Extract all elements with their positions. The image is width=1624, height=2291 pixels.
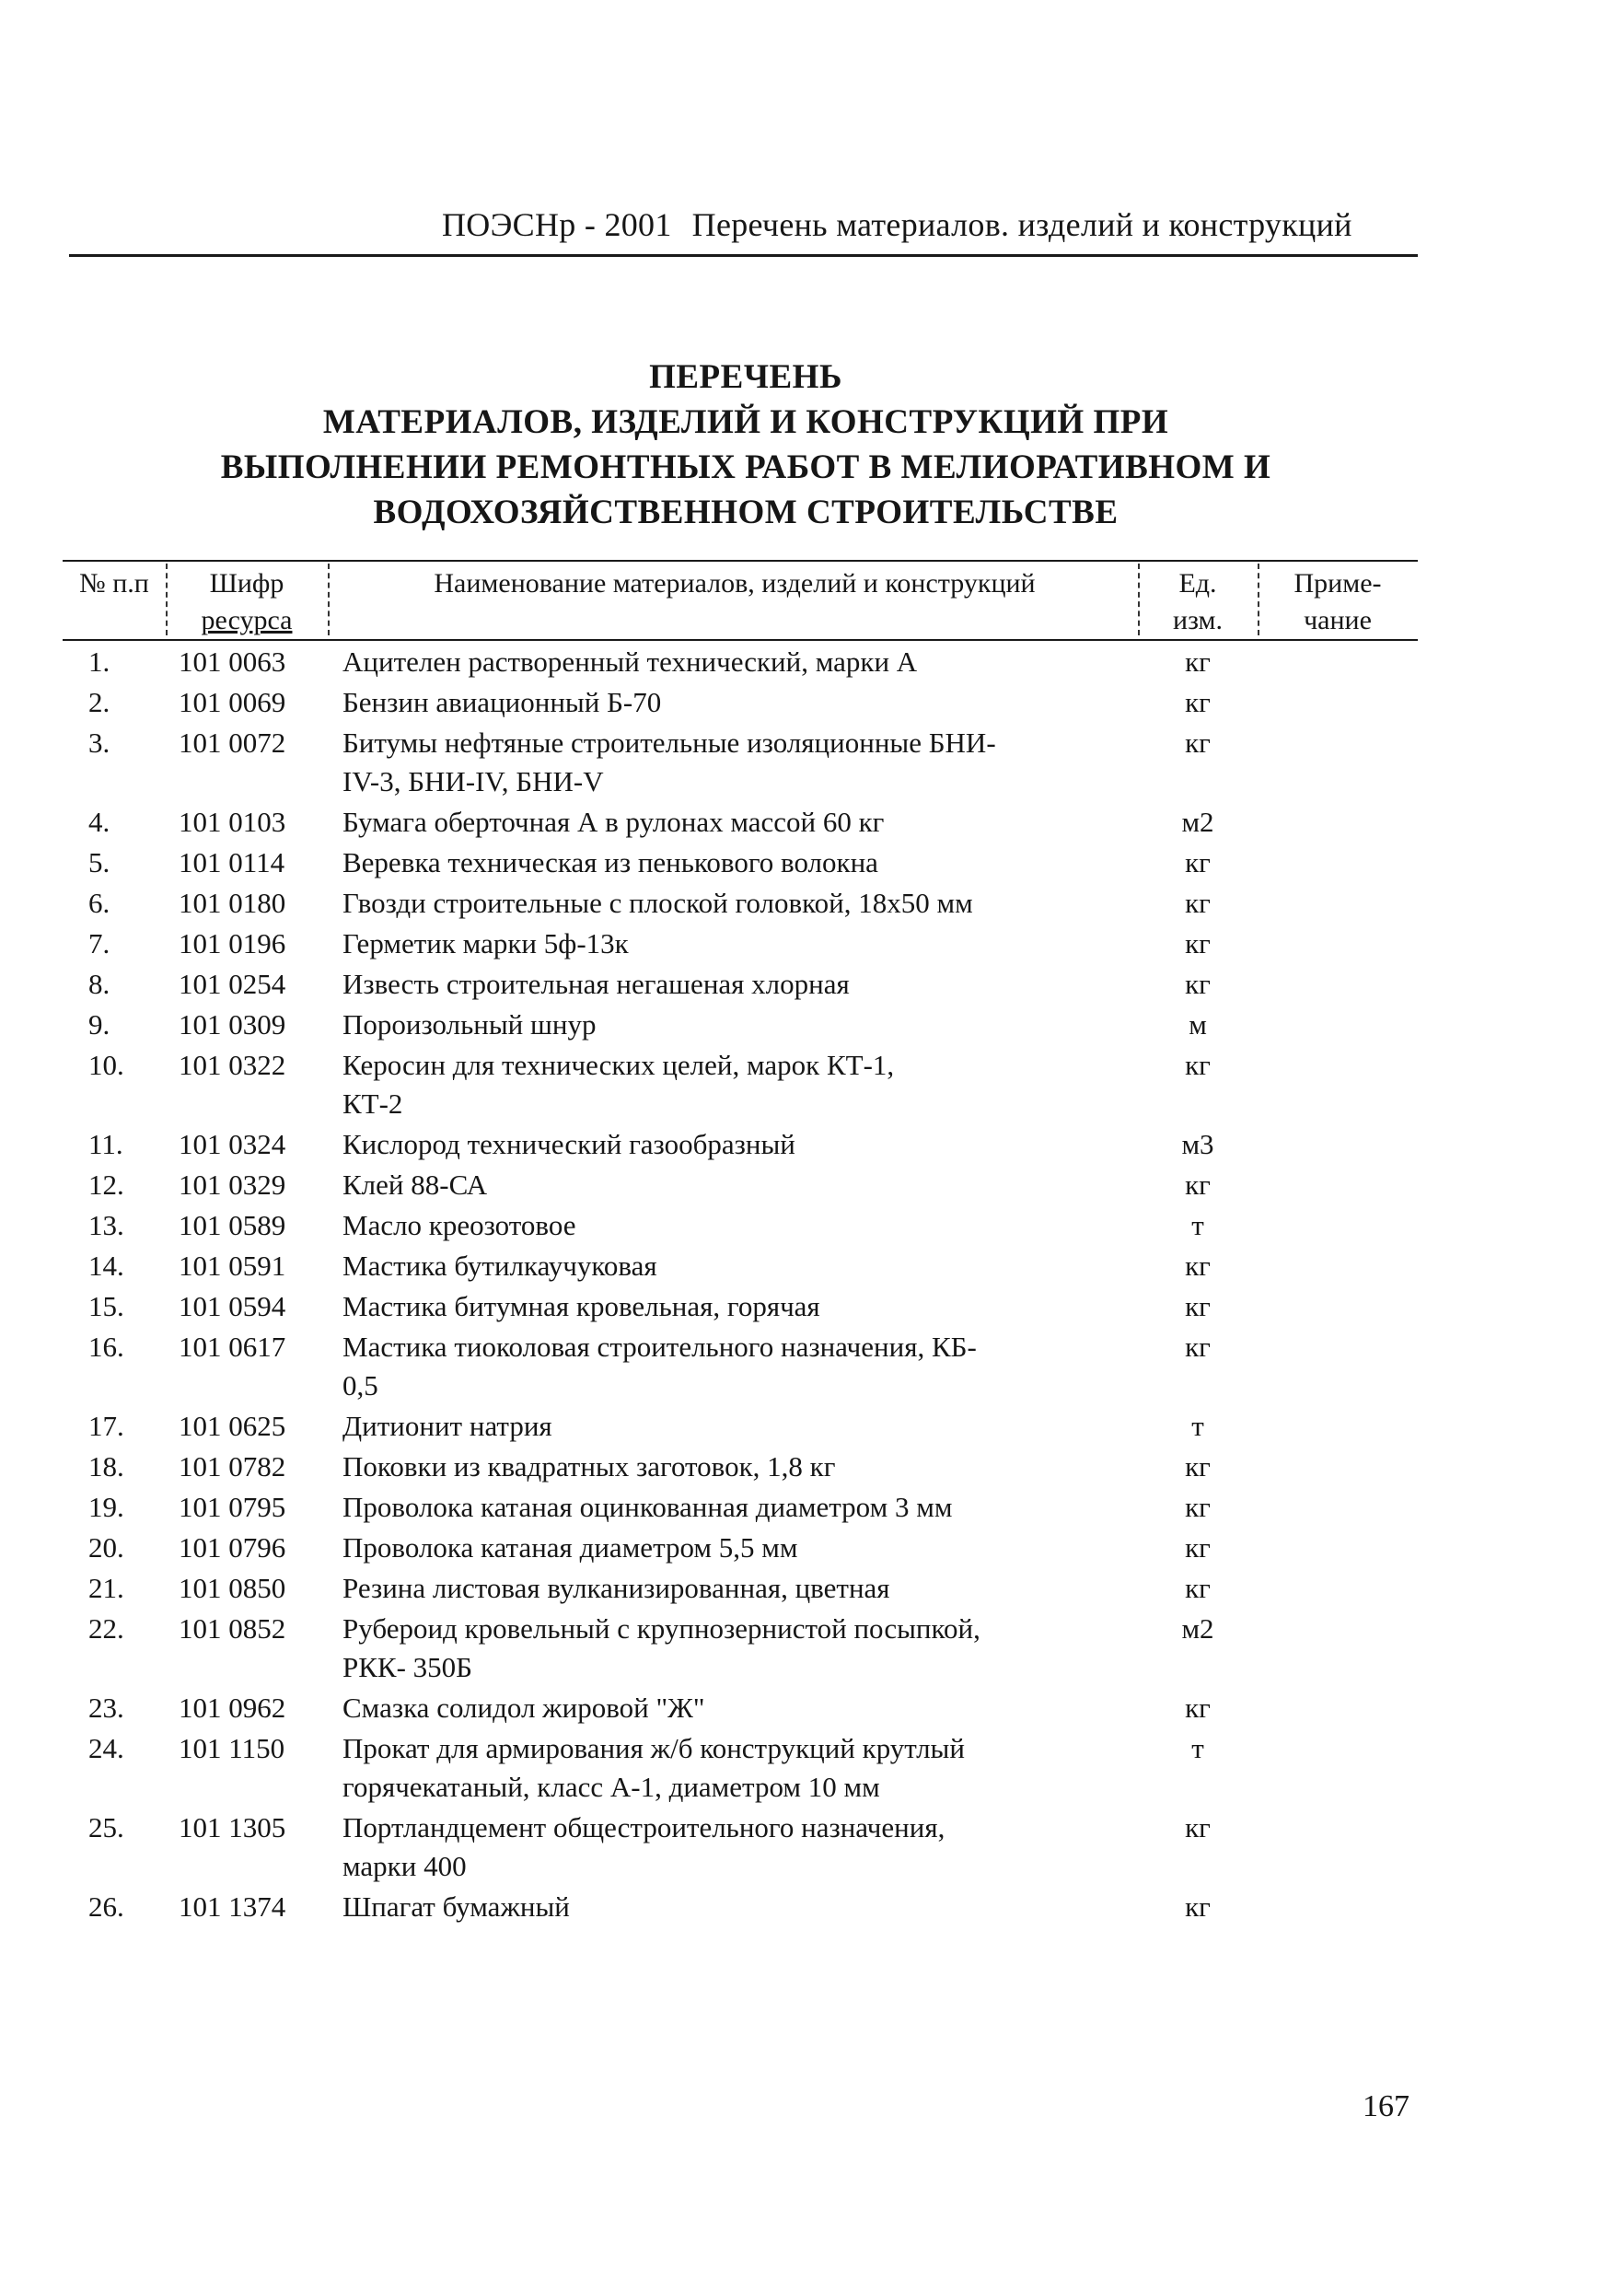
resource-code: 101 1374 (179, 1890, 286, 1923)
material-name-line: Гвозди строительные с плоской головкой, 18х50 мм (342, 887, 973, 919)
material-name (328, 1448, 1138, 1486)
unit-of-measure: кг (1185, 1290, 1211, 1322)
material-name-line: Проволока катаная оцинкованная диаметром 3 мм (342, 1491, 953, 1523)
unit-of-measure: кг (1185, 1049, 1211, 1081)
material-name (328, 1729, 1138, 1807)
page-number: 167 (1363, 2089, 1409, 2123)
header-unit-line: Ед. (1178, 568, 1217, 599)
material-name-line: Мастика бутилкаучуковая (342, 1250, 657, 1282)
material-name (328, 683, 1138, 722)
header-name (339, 565, 1131, 602)
note-cell (1258, 683, 1418, 722)
table-row (63, 843, 1418, 882)
material-name-line: Поковки из квадратных заготовок, 1,8 кг (342, 1450, 836, 1483)
material-name-line: Дитионит натрия (342, 1410, 552, 1442)
table-body (63, 643, 1418, 1928)
unit-of-measure: кг (1185, 968, 1211, 1000)
material-name (328, 1689, 1138, 1727)
row-number: 22. (88, 1612, 124, 1645)
note-cell (1258, 1407, 1418, 1446)
row-number: 13. (88, 1209, 124, 1241)
material-name-line: Керосин для технических целей, марок КТ-1, (342, 1049, 895, 1081)
resource-code: 101 0589 (179, 1209, 286, 1241)
unit-of-measure: м2 (1181, 806, 1214, 838)
resource-code: 101 0180 (179, 887, 286, 919)
resource-code: 101 0625 (179, 1410, 286, 1442)
resource-code: 101 0796 (179, 1531, 286, 1564)
note-cell (1258, 1448, 1418, 1486)
title-line: ВЫПОЛНЕНИИ РЕМОНТНЫХ РАБОТ В МЕЛИОРАТИВНОМ И (220, 448, 1271, 486)
note-cell (1258, 1689, 1418, 1727)
material-name-line: IV-3, БНИ-IV, БНИ-V (342, 765, 604, 797)
note-cell (1258, 884, 1418, 923)
material-name (328, 1166, 1138, 1204)
table-row (63, 1046, 1418, 1123)
table-row (63, 1610, 1418, 1687)
unit-of-measure: кг (1185, 887, 1211, 919)
note-cell (1258, 724, 1418, 801)
note-cell (1258, 925, 1418, 963)
material-name-line: Прокат для армирования ж/б конструкций крутлый (342, 1732, 965, 1764)
unit-of-measure: кг (1185, 1531, 1211, 1564)
note-cell (1258, 1206, 1418, 1245)
unit-of-measure: м2 (1181, 1612, 1214, 1645)
column-divider (328, 564, 330, 635)
material-name-line: Битумы нефтяные строительные изоляционные БНИ- (342, 727, 996, 759)
unit-of-measure: м3 (1181, 1128, 1214, 1160)
resource-code: 101 0063 (179, 645, 286, 678)
row-number: 8. (88, 968, 110, 1000)
row-number: 9. (88, 1008, 110, 1041)
unit-of-measure: т (1191, 1410, 1204, 1442)
table-row (63, 1888, 1418, 1926)
table-row (63, 1287, 1418, 1326)
header-rule (69, 254, 1418, 257)
material-name-line: Масло креозотовое (342, 1209, 576, 1241)
material-name-line: Смазка солидол жировой "Ж" (342, 1692, 705, 1724)
unit-of-measure: кг (1185, 927, 1211, 959)
material-name (328, 643, 1138, 681)
table-row (63, 1328, 1418, 1405)
row-number: 26. (88, 1890, 124, 1923)
resource-code: 101 0069 (179, 686, 286, 718)
table-row (63, 1166, 1418, 1204)
row-number: 10. (88, 1049, 124, 1081)
unit-of-measure: кг (1185, 1331, 1211, 1363)
note-cell (1258, 1006, 1418, 1044)
note-cell (1258, 803, 1418, 842)
resource-code: 101 0309 (179, 1008, 286, 1041)
material-name-line: Герметик марки 5ф-13к (342, 927, 629, 959)
material-name-line: Портландцемент общестроительного назначения, (342, 1811, 945, 1843)
material-name (328, 843, 1138, 882)
material-name-line: Шпагат бумажный (342, 1890, 570, 1923)
row-number: 18. (88, 1450, 124, 1483)
table-row (63, 1569, 1418, 1608)
resource-code: 101 0324 (179, 1128, 286, 1160)
material-name-line: Известь строительная негашеная хлорная (342, 968, 850, 1000)
material-name-line: Клей 88-СА (342, 1169, 488, 1201)
material-name-line: Мастика битумная кровельная, горячая (342, 1290, 820, 1322)
table-row (63, 1448, 1418, 1486)
material-name-line: марки 400 (342, 1850, 467, 1882)
material-name (328, 1247, 1138, 1285)
material-name-line: Пороизольный шнур (342, 1008, 597, 1041)
row-number: 11. (88, 1128, 123, 1160)
material-name (328, 1610, 1138, 1687)
resource-code: 101 0591 (179, 1250, 286, 1282)
header-code-line: Шифр (209, 568, 284, 599)
note-cell (1258, 1287, 1418, 1326)
material-name-line: Проволока катаная диаметром 5,5 мм (342, 1531, 798, 1564)
row-number: 19. (88, 1491, 124, 1523)
resource-code: 101 1150 (179, 1732, 285, 1764)
table-row (63, 643, 1418, 681)
unit-of-measure: кг (1185, 686, 1211, 718)
material-name-line: Бумага оберточная А в рулонах массой 60 кг (342, 806, 885, 838)
unit-of-measure: кг (1185, 727, 1211, 759)
material-name (328, 1328, 1138, 1405)
material-name-line: горячекатаный, класс А-1, диаметром 10 мм (342, 1771, 880, 1803)
table-row (63, 1407, 1418, 1446)
material-name-line: Кислород технический газообразный (342, 1128, 795, 1160)
resource-code: 101 0617 (179, 1331, 286, 1363)
resource-code: 101 0196 (179, 927, 286, 959)
resource-code: 101 0594 (179, 1290, 286, 1322)
row-number: 6. (88, 887, 110, 919)
note-cell (1258, 1046, 1418, 1123)
row-number: 2. (88, 686, 110, 718)
header-code-line: ресурса (201, 605, 293, 635)
resource-code: 101 0850 (179, 1572, 286, 1604)
row-number: 23. (88, 1692, 124, 1724)
table-row (63, 1529, 1418, 1567)
material-name-line: Бензин авиационный Б-70 (342, 686, 662, 718)
row-number: 21. (88, 1572, 124, 1604)
row-number: 4. (88, 806, 110, 838)
table-row (63, 965, 1418, 1004)
header-note-line: Приме- (1293, 568, 1382, 599)
material-name-line: КТ-2 (342, 1087, 403, 1120)
material-name (328, 1006, 1138, 1044)
table-row (63, 1689, 1418, 1727)
standard-code: ПОЭСНр - 2001 (442, 206, 672, 243)
header-note-line: чание (1304, 605, 1372, 635)
resource-code: 101 1305 (179, 1811, 286, 1843)
table-row (63, 724, 1418, 801)
resource-code: 101 0329 (179, 1169, 286, 1201)
unit-of-measure: кг (1185, 1169, 1211, 1201)
material-name-line: Резина листовая вулканизированная, цветная (342, 1572, 890, 1604)
material-name (328, 1808, 1138, 1886)
header-name-label: Наименование материалов, изделий и конструкций (434, 568, 1036, 599)
material-name (328, 1407, 1138, 1446)
unit-of-measure: кг (1185, 1250, 1211, 1282)
material-name-line: Рубероид кровельный с крупнозернистой посыпкой, (342, 1612, 980, 1645)
material-name-line: Мастика тиоколовая строительного назначения, КБ- (342, 1331, 977, 1363)
material-name-line: РКК- 350Б (342, 1651, 472, 1683)
row-number: 7. (88, 927, 110, 959)
note-cell (1258, 1328, 1418, 1405)
resource-code: 101 0114 (179, 846, 285, 878)
row-number: 1. (88, 645, 110, 678)
unit-of-measure: кг (1185, 1811, 1211, 1843)
note-cell (1258, 1569, 1418, 1608)
unit-of-measure: т (1191, 1732, 1204, 1764)
table-top-rule (63, 560, 1418, 562)
title-line: ВОДОХОЗЯЙСТВЕННОМ СТРОИТЕЛЬСТВЕ (373, 494, 1119, 531)
unit-of-measure: т (1191, 1209, 1204, 1241)
header-unit (1138, 565, 1258, 639)
note-cell (1258, 965, 1418, 1004)
row-number: 5. (88, 846, 110, 878)
note-cell (1258, 1610, 1418, 1687)
material-name (328, 965, 1138, 1004)
material-name (328, 1529, 1138, 1567)
resource-code: 101 0103 (179, 806, 286, 838)
table-row (63, 1125, 1418, 1164)
unit-of-measure: кг (1185, 1572, 1211, 1604)
unit-of-measure: м (1189, 1008, 1207, 1041)
material-name (328, 1888, 1138, 1926)
material-name (328, 724, 1138, 801)
row-number: 15. (88, 1290, 124, 1322)
table-row (63, 1808, 1418, 1886)
resource-code: 101 0322 (179, 1049, 286, 1081)
resource-code: 101 0795 (179, 1491, 286, 1523)
table-row (63, 1206, 1418, 1245)
header-num (63, 565, 166, 602)
material-name (328, 1046, 1138, 1123)
row-number: 3. (88, 727, 110, 759)
note-cell (1258, 1166, 1418, 1204)
material-name (328, 803, 1138, 842)
material-name (328, 925, 1138, 963)
table-row (63, 683, 1418, 722)
table-row (63, 1729, 1418, 1807)
resource-code: 101 0962 (179, 1692, 286, 1724)
unit-of-measure: кг (1185, 1491, 1211, 1523)
note-cell (1258, 843, 1418, 882)
unit-of-measure: кг (1185, 1890, 1211, 1923)
table-row (63, 1488, 1418, 1527)
header-note (1258, 565, 1418, 639)
material-name-line: Веревка техническая из пенькового волокна (342, 846, 878, 878)
note-cell (1258, 1125, 1418, 1164)
row-number: 12. (88, 1169, 124, 1201)
resource-code: 101 0254 (179, 968, 286, 1000)
material-name (328, 1125, 1138, 1164)
table-row (63, 925, 1418, 963)
table-row (63, 1247, 1418, 1285)
note-cell (1258, 1888, 1418, 1926)
row-number: 20. (88, 1531, 124, 1564)
note-cell (1258, 1529, 1418, 1567)
resource-code: 101 0072 (179, 727, 286, 759)
resource-code: 101 0782 (179, 1450, 286, 1483)
row-number: 24. (88, 1732, 124, 1764)
unit-of-measure: кг (1185, 1692, 1211, 1724)
header-unit-line: изм. (1173, 605, 1223, 635)
resource-code: 101 0852 (179, 1612, 286, 1645)
row-number: 25. (88, 1811, 124, 1843)
row-number: 16. (88, 1331, 124, 1363)
table-row (63, 1006, 1418, 1044)
row-number: 14. (88, 1250, 124, 1282)
material-name (328, 1287, 1138, 1326)
material-name (328, 1569, 1138, 1608)
material-name-line: Ацителен растворенный технический, марки А (342, 645, 918, 678)
unit-of-measure: кг (1185, 645, 1211, 678)
material-name (328, 884, 1138, 923)
note-cell (1258, 643, 1418, 681)
running-header (442, 204, 1418, 245)
material-name (328, 1488, 1138, 1527)
material-name (328, 1206, 1138, 1245)
table-row (63, 803, 1418, 842)
header-num-label: № п.п (79, 568, 149, 599)
table-header-rule (63, 639, 1418, 641)
unit-of-measure: кг (1185, 1450, 1211, 1483)
note-cell (1258, 1729, 1418, 1807)
document-title (147, 355, 1344, 535)
row-number: 17. (88, 1410, 124, 1442)
note-cell (1258, 1247, 1418, 1285)
unit-of-measure: кг (1185, 846, 1211, 878)
running-header-title: Перечень материалов. изделий и конструкций (691, 206, 1352, 243)
title-line: МАТЕРИАЛОВ, ИЗДЕЛИЙ И КОНСТРУКЦИЙ ПРИ (322, 403, 1169, 441)
note-cell (1258, 1808, 1418, 1886)
header-code (166, 565, 328, 639)
note-cell (1258, 1488, 1418, 1527)
table-row (63, 884, 1418, 923)
material-name-line: 0,5 (342, 1369, 378, 1401)
title-line: ПЕРЕЧЕНЬ (649, 358, 842, 396)
